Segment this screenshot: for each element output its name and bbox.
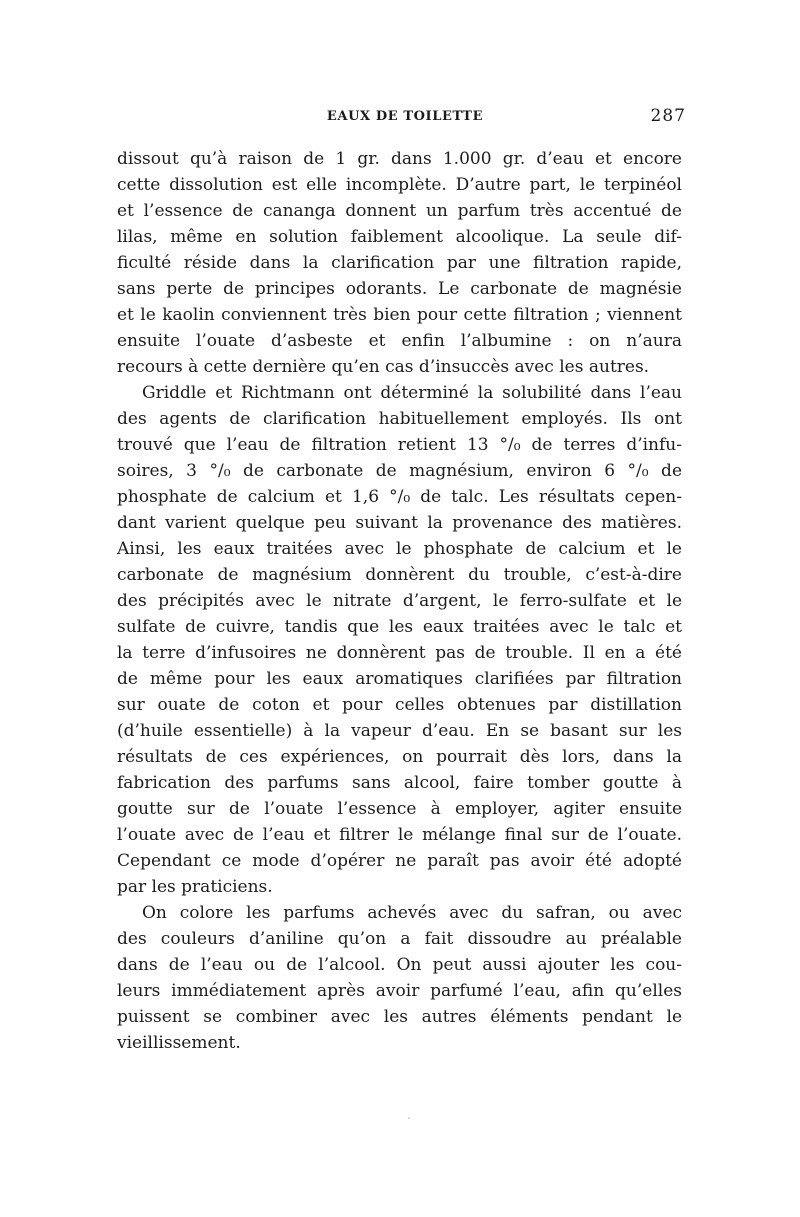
page-number: 287: [650, 106, 686, 126]
text-line: soires, 3 °/₀ de carbonate de magnésium, environ 6 °/₀ de: [117, 461, 682, 481]
text-line: et le kaolin conviennent très bien pour cette filtration ; viennent: [117, 305, 682, 325]
text-line: carbonate de magnésium donnèrent du trouble, c’est-à-dire: [117, 565, 682, 585]
text-line: des précipités avec le nitrate d’argent, le ferro-sulfate et le: [117, 591, 682, 611]
text-line: sulfate de cuivre, tandis que les eaux traitées avec le talc et: [117, 617, 682, 637]
text-line: recours à cette dernière qu’en cas d’insuccès avec les autres.: [117, 357, 650, 377]
text-line: Griddle et Richtmann ont déterminé la solubilité dans l’eau: [142, 383, 682, 403]
running-header: [118, 106, 686, 130]
paper-speck: [408, 1117, 410, 1119]
paragraph-3: [117, 900, 682, 1056]
text-line: phosphate de calcium et 1,6 °/₀ de talc. Les résultats cepen-: [117, 487, 682, 507]
text-line: de même pour les eaux aromatiques clarifiées par filtration: [117, 669, 682, 689]
text-line: dant varient quelque peu suivant la provenance des matières.: [117, 513, 682, 533]
text-line: leurs immédiatement après avoir parfumé l’eau, afin qu’elles: [117, 981, 682, 1001]
text-line: et l’essence de cananga donnent un parfum très accentué de: [117, 201, 682, 221]
text-line: sans perte de principes odorants. Le carbonate de magnésie: [117, 279, 682, 299]
text-line: fabrication des parfums sans alcool, faire tomber goutte à: [117, 773, 682, 793]
running-title: EAUX DE TOILETTE: [326, 109, 484, 124]
text-line: Ainsi, les eaux traitées avec le phosphate de calcium et le: [117, 539, 682, 559]
text-line: goutte sur de l’ouate l’essence à employer, agiter ensuite: [117, 799, 682, 819]
text-line: ficulté réside dans la clarification par une filtration rapide,: [117, 253, 682, 273]
text-line: On colore les parfums achevés avec du safran, ou avec: [142, 903, 682, 923]
text-line: des agents de clarification habituellement employés. Ils ont: [117, 409, 682, 429]
text-line: l’ouate avec de l’eau et filtrer le mélange final sur de l’ouate.: [117, 825, 682, 845]
text-line: trouvé que l’eau de filtration retient 13 °/₀ de terres d’infu-: [117, 435, 682, 455]
text-line: dans de l’eau ou de l’alcool. On peut aussi ajouter les cou-: [117, 955, 682, 975]
paragraph-2: [117, 380, 682, 900]
text-line: Cependant ce mode d’opérer ne paraît pas avoir été adopté: [117, 851, 682, 871]
text-line: cette dissolution est elle incomplète. D’autre part, le terpinéol: [117, 175, 682, 195]
paragraph-1: [117, 146, 682, 380]
text-line: lilas, même en solution faiblement alcoolique. La seule dif-: [117, 227, 682, 247]
text-line: résultats de ces expériences, on pourrait dès lors, dans la: [117, 747, 682, 767]
text-line: puissent se combiner avec les autres éléments pendant le: [117, 1007, 682, 1027]
body-text: [117, 146, 682, 1056]
text-line: ensuite l’ouate d’asbeste et enfin l’albumine : on n’aura: [117, 331, 682, 351]
text-line: des couleurs d’aniline qu’on a fait dissoudre au préalable: [117, 929, 682, 949]
text-line: (d’huile essentielle) à la vapeur d’eau. En se basant sur les: [117, 721, 682, 741]
text-line: sur ouate de coton et pour celles obtenues par distillation: [117, 695, 682, 715]
text-line: par les praticiens.: [117, 877, 273, 897]
text-line: vieillissement.: [117, 1033, 241, 1053]
text-line: dissout qu’à raison de 1 gr. dans 1.000 gr. d’eau et encore: [117, 149, 682, 169]
text-line: la terre d’infusoires ne donnèrent pas de trouble. Il en a été: [117, 643, 682, 663]
